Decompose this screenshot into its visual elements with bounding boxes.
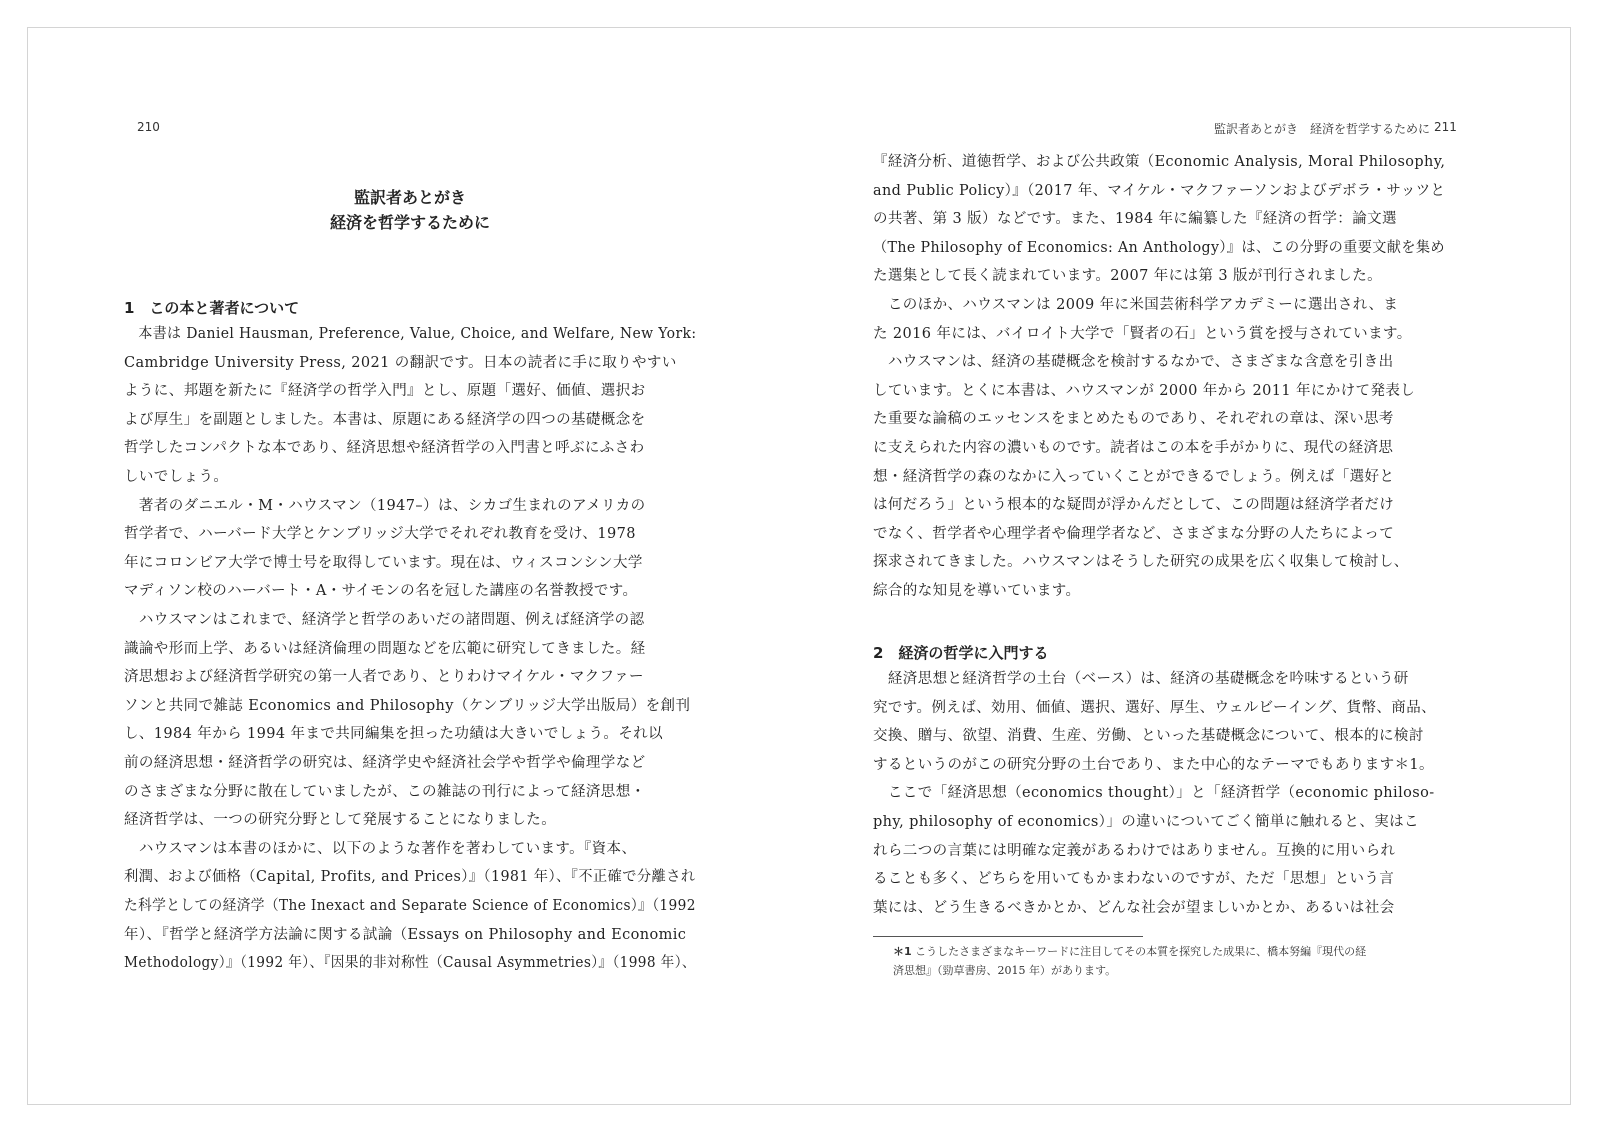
- text-line: するというのがこの研究分野の土台であり、また中心的なテーマでもあります＊1。: [873, 756, 1434, 773]
- text-line: た重要な論稿のエッセンスをまとめたものであり、それぞれの章は、深い思考: [873, 411, 1394, 428]
- text-line: でなく、哲学者や心理学者や倫理学者など、さまざまな分野の人たちによって: [873, 525, 1395, 542]
- text-line: このほか、ハウスマンは 2009 年に米国芸術科学アカデミーに選出され、ま: [873, 297, 1399, 313]
- text-line: and Public Policy）』（2017 年、マイケル・マクファーソンおよびデボラ・サッツと: [873, 182, 1446, 199]
- text-line: 経済哲学は、一つの研究分野として発展することになりました。: [124, 812, 557, 829]
- text-line: ハウスマンはこれまで、経済学と哲学のあいだの諸問題、例えば経済学の認: [124, 612, 645, 628]
- text-line: ソンと共同で雑誌 Economics and Philosophy（ケンブリッジ大学出版局）を創刊: [124, 697, 691, 714]
- text-line: 年）、『哲学と経済学方法論に関する試論（Essays on Philosophy and Economic: [124, 926, 687, 943]
- text-line: ハウスマンは、経済の基礎概念を検討するなかで、さまざまな含意を引き出: [873, 354, 1394, 371]
- section-heading: 2 経済の哲学に入門する: [873, 644, 1049, 662]
- text-line: た 2016 年には、バイロイト大学で「賢者の石」という賞を授与されています。: [873, 325, 1412, 342]
- text-line: マディソン校のハーバート・A・サイモンの名を冠した講座の名誉教授です。: [124, 583, 638, 600]
- text-line: （The Philosophy of Economics: An Anthology）』は、この分野の重要文献を集め: [873, 239, 1445, 256]
- text-line: のさまざまな分野に散在していましたが、この雑誌の刊行によって経済思想・: [124, 783, 646, 800]
- text-line: 葉には、どう生きるべきかとか、どんな社会が望ましいかとか、あるいは社会: [873, 899, 1395, 916]
- footnote: [893, 943, 1366, 959]
- text-line: の共著、第 3 版）などです。また、1984 年に編纂した『経済の哲学：論文選: [873, 211, 1397, 228]
- text-line: Methodology）』（1992 年）、『因果的非対称性（Causal Asymmetries）』（1998 年）、: [124, 955, 696, 972]
- text-line: に支えられた内容の濃いものです。読者はこの本を手がかりに、現代の経済思: [873, 440, 1394, 456]
- text-line: た選集として長く読まれています。2007 年には第 3 版が刊行されました。: [873, 268, 1382, 285]
- afterword-subtitle: 経済を哲学するために: [329, 213, 490, 232]
- text-line: 『経済分析、道徳哲学、および公共政策（Economic Analysis, Moral Philosophy,: [873, 154, 1446, 170]
- text-line: 究です。例えば、効用、価値、選択、選好、厚生、ウェルビーイング、貨幣、商品、: [873, 699, 1437, 716]
- text-line: 経済思想と経済哲学の土台（ベース）は、経済の基礎概念を吟味するという研: [873, 671, 1409, 687]
- text-line: 哲学者で、ハーバード大学とケンブリッジ大学でそれぞれ教育を受け、1978: [124, 526, 636, 543]
- text-line: しいでしょう。: [124, 469, 229, 485]
- footnote-continuation: 済思想』（勁草書房、2015 年）があります。: [893, 964, 1117, 977]
- text-line: 探求されてきました。ハウスマンはそうした研究の成果を広く収集して検討し、: [873, 554, 1409, 571]
- page-number: 211: [1434, 120, 1457, 134]
- text-line: しています。とくに本書は、ハウスマンが 2000 年から 2011 年にかけて発表し: [873, 382, 1416, 399]
- text-line: 利潤、および価格（Capital, Profits, and Prices）』（1981 年）、『不正確で分離され: [124, 869, 696, 886]
- text-line: Cambridge University Press, 2021 の翻訳です。日本の読者に手に取りやすい: [124, 354, 677, 371]
- text-line: ように、邦題を新たに『経済学の哲学入門』とし、原題「選好、価値、選択お: [124, 383, 646, 400]
- text-line: 年にコロンビア大学で博士号を取得しています。現在は、ウィスコンシン大学: [124, 554, 643, 571]
- afterword-title: 監訳者あとがき: [353, 188, 466, 207]
- text-line: 著者のダニエル・M・ハウスマン（1947–）は、シカゴ生まれのアメリカの: [124, 497, 646, 514]
- text-line: た科学としての経済学（The Inexact and Separate Science of Economics）』（1992: [124, 898, 696, 914]
- text-line: ハウスマンは本書のほかに、以下のような著作を著わしています。『資本、: [124, 840, 637, 857]
- text-line: は何だろう」という根本的な疑問が浮かんだとして、この問題は経済学者だけ: [873, 497, 1395, 514]
- text-line: phy, philosophy of economics）」の違いについてごく簡単に触れると、実はこ: [873, 814, 1419, 830]
- page-number: 210: [137, 120, 160, 134]
- text-line: 想・経済哲学の森のなかに入っていくことができるでしょう。例えば「選好と: [873, 468, 1395, 485]
- text-line: 前の経済思想・経済哲学の研究は、経済学史や経済社会学や哲学や倫理学など: [124, 755, 646, 771]
- text-line: 綜合的な知見を導いています。: [873, 583, 1081, 599]
- text-line: し、1984 年から 1994 年まで共同編集を担った功績は大きいでしょう。それ以: [124, 726, 664, 743]
- text-line: 済思想および経済哲学研究の第一人者であり、とりわけマイケル・マクファー: [124, 669, 644, 686]
- text-line: よび厚生」を副題としました。本書は、原題にある経済学の四つの基礎概念を: [124, 411, 646, 428]
- footnote-text: こうしたさまざまなキーワードに注目してその本質を探究した成果に、橋本努編『現代の経: [915, 945, 1367, 958]
- text-line: ることも多く、どちらを用いてもかまわないのですが、ただ「思想」という言: [873, 871, 1395, 888]
- footnote-mark: ＊1: [893, 945, 912, 958]
- running-head: 監訳者あとがき 経済を哲学するために: [1213, 122, 1430, 136]
- text-line: ここで「経済思想（economics thought）」と「経済哲学（economic philoso-: [873, 785, 1435, 802]
- text-line: 本書は Daniel Hausman, Preference, Value, Choice, and Welfare, New York:: [124, 326, 697, 342]
- text-line: 交換、贈与、欲望、消費、生産、労働、といった基礎概念について、根本的に検討: [873, 728, 1424, 745]
- text-line: 識論や形而上学、あるいは経済倫理の問題などを広範に研究してきました。経: [124, 640, 646, 657]
- section-heading: 1 この本と著者について: [124, 299, 300, 317]
- footnote-rule: [873, 936, 1143, 937]
- text-line: 哲学したコンパクトな本であり、経済思想や経済哲学の入門書と呼ぶにふさわ: [124, 440, 645, 457]
- text-line: れら二つの言葉には明確な定義があるわけではありません。互換的に用いられ: [873, 842, 1396, 859]
